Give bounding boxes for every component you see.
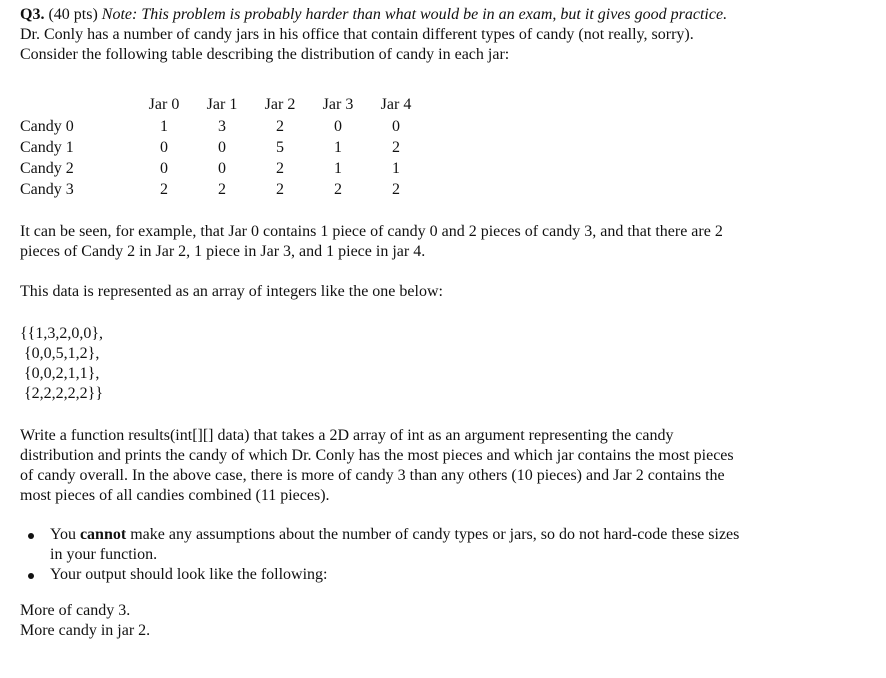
- bullet-text: make any assumptions about the number of candy types or jars, so do not hard-code these sizes: [126, 526, 740, 543]
- table-cell: 2: [334, 180, 342, 198]
- task-paragraph: [20, 426, 880, 506]
- table-cell: 2: [276, 180, 284, 198]
- bullet-line: [50, 525, 880, 545]
- table-cell: 2: [276, 117, 284, 135]
- array-line: {2,2,2,2,2}}: [20, 385, 104, 402]
- table-cell: 1: [160, 117, 168, 135]
- table-cell: 0: [160, 138, 168, 156]
- table-cell: 2: [276, 159, 284, 177]
- question-label: Q3.: [20, 6, 45, 23]
- bullet-icon: [28, 533, 34, 539]
- table-cell: 0: [218, 159, 226, 177]
- bullet-text: You: [50, 526, 80, 543]
- table-row: [20, 116, 428, 137]
- output-line: More candy in jar 2.: [20, 622, 151, 639]
- example-paragraph: [20, 222, 880, 262]
- sample-output: [20, 601, 880, 641]
- table-cell: 2: [218, 180, 226, 198]
- table-cell: 0: [334, 117, 342, 135]
- column-header: Jar 4: [380, 96, 412, 113]
- example-line: It can be seen, for example, that Jar 0 contains 1 piece of candy 0 and 2 pieces of candy 3, and that there are 2: [20, 223, 723, 240]
- list-item: [20, 525, 880, 565]
- row-label: Candy 3: [20, 180, 74, 198]
- requirements-list: [20, 525, 880, 585]
- array-literal: [20, 324, 880, 404]
- column-header: Jar 3: [322, 96, 354, 113]
- table-row: [20, 137, 428, 158]
- bullet-icon: [28, 573, 34, 579]
- question-header: [20, 5, 880, 25]
- table-cell: 1: [392, 159, 400, 177]
- bullet-emphasis: cannot: [79, 526, 127, 543]
- array-line: {0,0,2,1,1},: [20, 365, 100, 382]
- array-line: {0,0,5,1,2},: [20, 345, 100, 362]
- row-label: Candy 1: [20, 138, 74, 156]
- output-line: More of candy 3.: [20, 602, 131, 619]
- column-header: Jar 1: [206, 96, 238, 113]
- bullet-line: in your function.: [50, 546, 158, 563]
- candy-distribution-table: [20, 94, 428, 200]
- table-cell: 0: [392, 117, 400, 135]
- table-cell: 0: [160, 159, 168, 177]
- table-cell: 5: [276, 138, 284, 156]
- column-header: Jar 0: [148, 96, 180, 113]
- task-line: Write a function results(int[][] data) that takes a 2D array of int as an argument representing the candy: [20, 427, 674, 444]
- row-label: Candy 0: [20, 117, 74, 135]
- table-cell: 2: [392, 138, 400, 156]
- task-line: most pieces of all candies combined (11 pieces).: [20, 487, 330, 504]
- intro-line-3: Consider the following table describing the distribution of candy in each jar:: [20, 46, 510, 63]
- table-header-row: [20, 94, 428, 116]
- table-cell: 0: [218, 138, 226, 156]
- table-cell: 2: [392, 180, 400, 198]
- example-line: pieces of Candy 2 in Jar 2, 1 piece in Jar 3, and 1 piece in jar 4.: [20, 243, 426, 260]
- table-cell: 1: [334, 159, 342, 177]
- array-intro: This data is represented as an array of integers like the one below:: [20, 283, 443, 300]
- task-line: of candy overall. In the above case, there is more of candy 3 than any others (10 pieces) and Jar 2 contains the: [20, 467, 725, 484]
- bullet-line: Your output should look like the following:: [50, 566, 328, 583]
- array-line: {{1,3,2,0,0},: [20, 325, 104, 342]
- table-row: [20, 158, 428, 179]
- table-row: [20, 179, 428, 200]
- task-line: distribution and prints the candy of which Dr. Conly has the most pieces and which jar contains the most pieces: [20, 447, 734, 464]
- column-header: Jar 2: [264, 96, 296, 113]
- table-corner-cell: [20, 94, 138, 116]
- intro-line-2: Dr. Conly has a number of candy jars in his office that contain different types of candy (not really, sorry).: [20, 26, 694, 43]
- question-points: (40 pts): [44, 6, 102, 23]
- problem-document: [20, 5, 880, 641]
- table-cell: 1: [334, 138, 342, 156]
- table-cell: 3: [218, 117, 226, 135]
- row-label: Candy 2: [20, 159, 74, 177]
- table-cell: 2: [160, 180, 168, 198]
- question-note: Note: This problem is probably harder than what would be in an exam, but it gives good practice.: [101, 6, 728, 23]
- list-item: [20, 565, 880, 585]
